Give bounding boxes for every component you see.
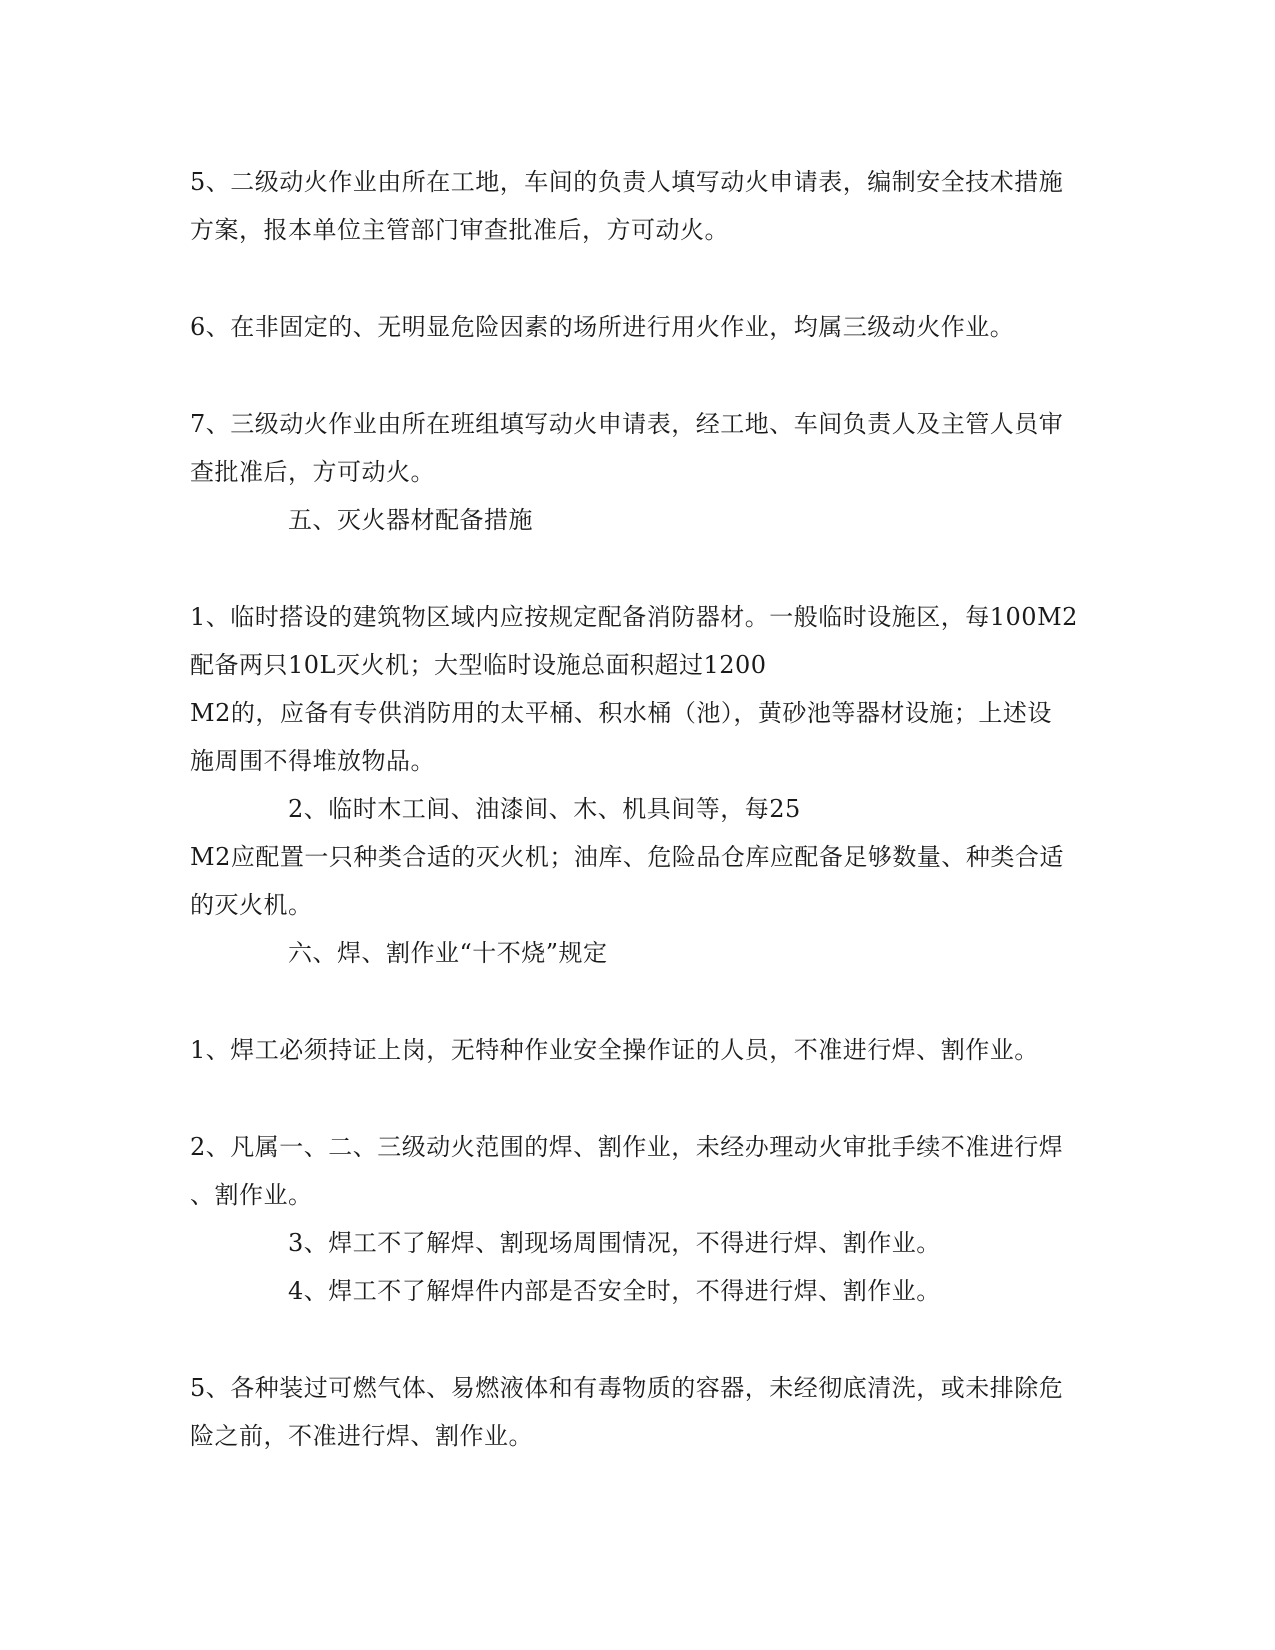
paragraph-line: M2应配置一只种类合适的灭火机；油库、危险品仓库应配备足够数量、种类合适 [190, 843, 1064, 871]
paragraph-line: 7、三级动火作业由所在班组填写动火申请表，经工地、车间负责人及主管人员审 [190, 410, 1064, 438]
paragraph-line: 险之前，不准进行焊、割作业。 [190, 1422, 533, 1450]
paragraph-line: 2、临时木工间、油漆间、木、机具间等，每25 [288, 795, 801, 823]
paragraph-line: 3、焊工不了解焊、割现场周围情况，不得进行焊、割作业。 [288, 1229, 941, 1257]
paragraph-line: 5、各种装过可燃气体、易燃液体和有毒物质的容器，未经彻底清洗，或未排除危 [190, 1374, 1064, 1402]
paragraph-line: 6、在非固定的、无明显危险因素的场所进行用火作业，均属三级动火作业。 [190, 313, 1015, 341]
paragraph-line: 配备两只10L灭火机；大型临时设施总面积超过1200 [190, 651, 767, 679]
paragraph-line: 的灭火机。 [190, 891, 313, 919]
paragraph-line: 方案，报本单位主管部门审查批准后，方可动火。 [190, 216, 729, 244]
paragraph-line: 1、焊工必须持证上岗，无特种作业安全操作证的人员，不准进行焊、割作业。 [190, 1036, 1039, 1064]
paragraph-line: 施周围不得堆放物品。 [190, 747, 435, 775]
paragraph-line: 、割作业。 [190, 1181, 313, 1209]
paragraph-line: 5、二级动火作业由所在工地，车间的负责人填写动火申请表，编制安全技术措施 [190, 168, 1064, 196]
section-heading: 五、灭火器材配备措施 [288, 506, 533, 534]
paragraph-line: 2、凡属一、二、三级动火范围的焊、割作业，未经办理动火审批手续不准进行焊 [190, 1133, 1064, 1161]
section-heading: 六、焊、割作业“十不烧”规定 [288, 939, 608, 967]
paragraph-line: M2的，应备有专供消防用的太平桶、积水桶（池），黄砂池等器材设施；上述设 [190, 699, 1052, 727]
paragraph-line: 4、焊工不了解焊件内部是否安全时，不得进行焊、割作业。 [288, 1277, 941, 1305]
paragraph-line: 查批准后，方可动火。 [190, 458, 435, 486]
paragraph-line: 1、临时搭设的建筑物区域内应按规定配备消防器材。一般临时设施区，每100M2 [190, 603, 1078, 631]
